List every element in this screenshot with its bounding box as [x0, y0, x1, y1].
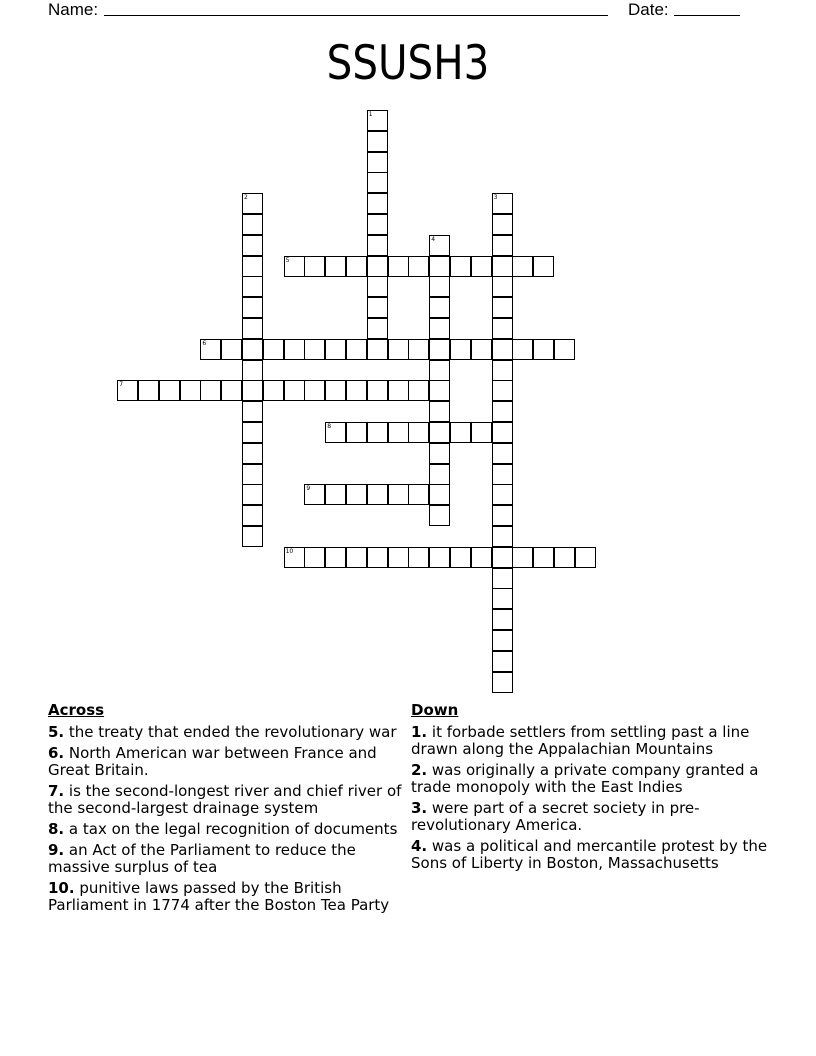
crossword-cell[interactable] — [429, 464, 450, 485]
crossword-cell[interactable] — [346, 484, 367, 505]
crossword-cell[interactable] — [450, 256, 471, 277]
crossword-cell[interactable] — [492, 547, 513, 568]
crossword-cell[interactable] — [450, 422, 471, 443]
crossword-cell[interactable] — [554, 339, 575, 360]
crossword-cell[interactable] — [492, 672, 513, 693]
crossword-cell[interactable] — [242, 422, 263, 443]
crossword-cell[interactable] — [242, 297, 263, 318]
crossword-cell[interactable] — [492, 464, 513, 485]
crossword-cell[interactable] — [263, 380, 284, 401]
crossword-cell[interactable] — [512, 547, 533, 568]
crossword-cell[interactable] — [492, 609, 513, 630]
crossword-cell[interactable] — [429, 443, 450, 464]
crossword-cell[interactable] — [367, 131, 388, 152]
crossword-cell[interactable] — [471, 339, 492, 360]
crossword-cell[interactable] — [304, 256, 325, 277]
crossword-cell[interactable] — [492, 568, 513, 589]
clue-number-label: 5 — [285, 256, 290, 264]
down-clue — [411, 762, 771, 796]
crossword-cell[interactable] — [408, 339, 429, 360]
crossword-cell[interactable] — [159, 380, 180, 401]
crossword-cell[interactable] — [471, 547, 492, 568]
crossword-cell[interactable] — [242, 464, 263, 485]
clue-text: the treaty that ended the revolutionary war — [64, 723, 397, 741]
crossword-cell[interactable] — [388, 256, 409, 277]
clue-number: 10. — [48, 879, 75, 897]
crossword-cell[interactable] — [492, 214, 513, 235]
crossword-cell[interactable] — [221, 339, 242, 360]
clue-number: 3. — [411, 799, 428, 817]
crossword-cell[interactable] — [429, 297, 450, 318]
crossword-cell[interactable] — [325, 547, 346, 568]
clue-text: it forbade settlers from settling past a line drawn along the Appalachian Mountains — [411, 723, 750, 758]
clue-text: was a political and mercantile protest by the Sons of Liberty in Boston, Massachusetts — [411, 837, 768, 872]
crossword-cell[interactable] — [388, 484, 409, 505]
across-clues — [48, 700, 408, 914]
crossword-cell[interactable] — [554, 547, 575, 568]
clue-number: 4. — [411, 837, 428, 855]
across-clue — [48, 842, 408, 876]
crossword-cell[interactable] — [367, 235, 388, 256]
crossword-cell[interactable] — [429, 360, 450, 381]
across-heading: Across — [48, 701, 105, 719]
crossword-cell[interactable] — [284, 547, 305, 568]
crossword-cell[interactable] — [408, 256, 429, 277]
clue-number: 2. — [411, 761, 428, 779]
across-clue — [48, 880, 408, 914]
across-clue — [48, 783, 408, 817]
crossword-cell[interactable] — [492, 505, 513, 526]
crossword-cell[interactable] — [408, 422, 429, 443]
crossword-cell[interactable] — [388, 547, 409, 568]
crossword-cell[interactable] — [492, 588, 513, 609]
crossword-cell[interactable] — [242, 401, 263, 422]
crossword-cell[interactable] — [367, 297, 388, 318]
crossword-cell[interactable] — [492, 339, 513, 360]
crossword-cell[interactable] — [429, 505, 450, 526]
clue-number: 5. — [48, 723, 65, 741]
clue-number-label: 4 — [431, 235, 436, 243]
crossword-cell[interactable] — [242, 235, 263, 256]
clue-text: a tax on the legal recognition of documents — [64, 820, 398, 838]
crossword-cell[interactable] — [346, 380, 367, 401]
clue-number-label: 7 — [119, 381, 124, 389]
crossword-cell[interactable] — [471, 422, 492, 443]
crossword-cell[interactable] — [471, 256, 492, 277]
across-clue — [48, 724, 408, 741]
crossword-cell[interactable] — [242, 256, 263, 277]
crossword-cell[interactable] — [408, 380, 429, 401]
clue-number: 1. — [411, 723, 428, 741]
clue-text: were part of a secret society in pre-revolutionary America. — [411, 799, 700, 834]
crossword-cell[interactable] — [346, 422, 367, 443]
crossword-cell[interactable] — [367, 318, 388, 339]
crossword-cell[interactable] — [200, 380, 221, 401]
crossword-cell[interactable] — [242, 193, 263, 214]
across-clue-list — [48, 724, 408, 914]
crossword-cell[interactable] — [284, 256, 305, 277]
clue-number-label: 3 — [493, 194, 498, 202]
clue-text: North American war between France and Great Britain. — [48, 744, 377, 779]
clue-number-label: 9 — [306, 485, 311, 493]
crossword-cell[interactable] — [429, 484, 450, 505]
crossword-cell[interactable] — [367, 547, 388, 568]
crossword-cell[interactable] — [512, 339, 533, 360]
down-clues — [411, 700, 771, 872]
page-title: SSUSH3 — [326, 36, 490, 91]
down-clue-list — [411, 724, 771, 872]
clue-text: was originally a private company granted a trade monopoly with the East Indies — [411, 761, 759, 796]
crossword-cell[interactable] — [367, 380, 388, 401]
crossword-cell[interactable] — [429, 422, 450, 443]
crossword-cell[interactable] — [533, 256, 554, 277]
crossword-cell[interactable] — [304, 484, 325, 505]
clue-number-label: 1 — [368, 111, 373, 118]
crossword-cell[interactable] — [388, 339, 409, 360]
down-clue — [411, 724, 771, 758]
crossword-cell[interactable] — [429, 235, 450, 256]
clue-text: punitive laws passed by the British Parliament in 1774 after the Boston Tea Party — [48, 879, 390, 914]
crossword-cell[interactable] — [492, 630, 513, 651]
crossword-cell[interactable] — [429, 547, 450, 568]
clue-number: 8. — [48, 820, 65, 838]
crossword-cell[interactable] — [429, 380, 450, 401]
crossword-cell[interactable] — [367, 172, 388, 193]
crossword-cell[interactable] — [492, 422, 513, 443]
clue-text: an Act of the Parliament to reduce the massive surplus of tea — [48, 841, 356, 876]
crossword-cell[interactable] — [492, 318, 513, 339]
crossword-cell[interactable] — [429, 256, 450, 277]
crossword-cell[interactable] — [242, 318, 263, 339]
crossword-cell[interactable] — [304, 547, 325, 568]
crossword-cell[interactable] — [242, 360, 263, 381]
crossword-cell[interactable] — [346, 547, 367, 568]
crossword-cell[interactable] — [388, 422, 409, 443]
across-clue — [48, 821, 408, 838]
crossword-cell[interactable] — [492, 256, 513, 277]
crossword-cell[interactable] — [492, 235, 513, 256]
crossword-cell[interactable] — [367, 256, 388, 277]
clue-text: is the second-longest river and chief river of the second-largest drainage system — [48, 782, 402, 817]
crossword-cell[interactable] — [346, 256, 367, 277]
crossword-cell[interactable] — [325, 422, 346, 443]
across-clue — [48, 745, 408, 779]
crossword-cell[interactable] — [450, 339, 471, 360]
clue-number: 9. — [48, 841, 65, 859]
crossword-cell[interactable] — [242, 484, 263, 505]
crossword-cell[interactable] — [242, 276, 263, 297]
crossword-cell[interactable] — [242, 526, 263, 547]
crossword-cell[interactable] — [429, 401, 450, 422]
clue-number-label: 8 — [327, 423, 332, 430]
crossword-cell[interactable] — [325, 339, 346, 360]
crossword-cell[interactable] — [221, 380, 242, 401]
crossword-cell[interactable] — [367, 339, 388, 360]
crossword-cell[interactable] — [492, 297, 513, 318]
crossword-cell[interactable] — [533, 547, 554, 568]
down-clue — [411, 838, 771, 872]
crossword-cell[interactable] — [492, 651, 513, 672]
date-label: Date: — [628, 0, 669, 19]
crossword-cell[interactable] — [367, 110, 388, 131]
crossword-cell[interactable] — [367, 276, 388, 297]
crossword-cell[interactable] — [492, 360, 513, 381]
crossword-cell[interactable] — [242, 443, 263, 464]
clue-number: 6. — [48, 744, 65, 762]
crossword-cell[interactable] — [138, 380, 159, 401]
down-clue — [411, 800, 771, 834]
crossword-cell[interactable] — [242, 339, 263, 360]
crossword-cell[interactable] — [367, 484, 388, 505]
down-heading: Down — [411, 701, 459, 719]
crossword-cell[interactable] — [429, 318, 450, 339]
crossword-cell[interactable] — [284, 339, 305, 360]
crossword-cell[interactable] — [492, 276, 513, 297]
crossword-cell[interactable] — [284, 380, 305, 401]
crossword-cell[interactable] — [200, 339, 221, 360]
crossword-cell[interactable] — [492, 443, 513, 464]
crossword-cell[interactable] — [346, 339, 367, 360]
crossword-cell[interactable] — [325, 380, 346, 401]
crossword-cell[interactable] — [367, 152, 388, 173]
name-label: Name: — [48, 0, 99, 19]
crossword-cell[interactable] — [367, 193, 388, 214]
crossword-cell[interactable] — [242, 214, 263, 235]
crossword-cell[interactable] — [242, 380, 263, 401]
clue-number-label: 2 — [244, 194, 248, 202]
crossword-cell[interactable] — [263, 339, 284, 360]
crossword-cell[interactable] — [367, 422, 388, 443]
crossword-cell[interactable] — [492, 380, 513, 401]
crossword-cell[interactable] — [408, 484, 429, 505]
crossword-cell[interactable] — [492, 526, 513, 547]
crossword-cell[interactable] — [304, 339, 325, 360]
clue-number: 7. — [48, 782, 65, 800]
crossword-cell[interactable] — [180, 380, 201, 401]
crossword-cell[interactable] — [388, 380, 409, 401]
clue-number-label: 10 — [285, 547, 294, 555]
crossword-cell[interactable] — [492, 484, 513, 505]
crossword-cell[interactable] — [512, 256, 533, 277]
crossword-cell[interactable] — [429, 276, 450, 297]
crossword-cell[interactable] — [325, 256, 346, 277]
crossword-cell[interactable] — [367, 214, 388, 235]
crossword-cell[interactable] — [408, 547, 429, 568]
crossword-cell[interactable] — [575, 547, 596, 568]
crossword-cell[interactable] — [117, 380, 138, 401]
crossword-cell[interactable] — [450, 547, 471, 568]
crossword-cell[interactable] — [325, 484, 346, 505]
crossword-cell[interactable] — [304, 380, 325, 401]
crossword-cell[interactable] — [492, 401, 513, 422]
crossword-cell[interactable] — [429, 339, 450, 360]
clue-number-label: 6 — [202, 339, 207, 347]
crossword-cell[interactable] — [242, 505, 263, 526]
crossword-cell[interactable] — [492, 193, 513, 214]
crossword-cell[interactable] — [533, 339, 554, 360]
